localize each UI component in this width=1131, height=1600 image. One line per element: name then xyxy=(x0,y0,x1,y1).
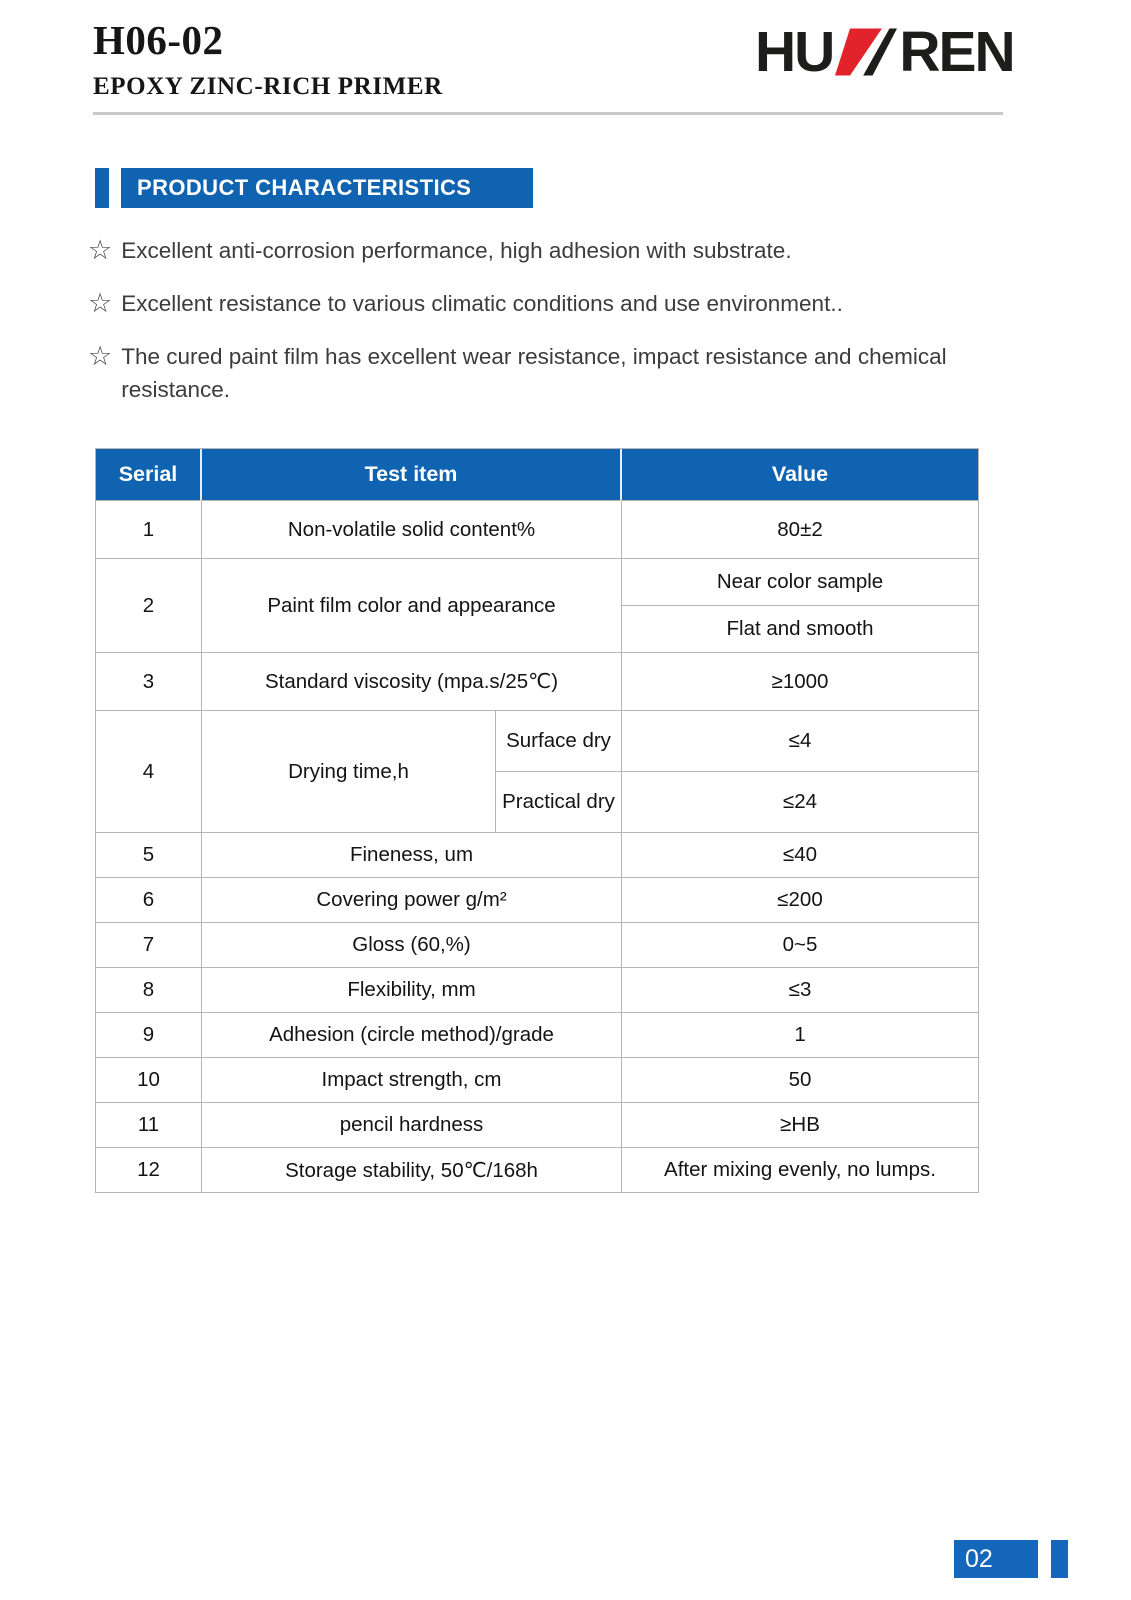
table-cell: 4 xyxy=(96,711,202,833)
table-row xyxy=(96,1058,979,1103)
feature-item xyxy=(88,287,988,320)
table-row xyxy=(96,1148,979,1193)
star-bullet-icon: ☆ xyxy=(88,341,113,371)
table-cell: 11 xyxy=(96,1103,202,1148)
product-code: H06-02 xyxy=(93,17,224,63)
heading-accent-tick xyxy=(95,168,109,208)
table-cell: 7 xyxy=(96,923,202,968)
feature-list xyxy=(88,234,988,426)
table-cell: Flexibility, mm xyxy=(202,968,622,1013)
table-cell: 1 xyxy=(622,1013,979,1058)
page-number: 02 xyxy=(965,1544,993,1573)
table-cell: 1 xyxy=(96,501,202,559)
table-cell: ≤24 xyxy=(622,772,979,833)
table-cell: Drying time,h xyxy=(202,711,496,833)
table-cell: Non-volatile solid content% xyxy=(202,501,622,559)
table-cell: 80±2 xyxy=(622,501,979,559)
table-cell: 2 xyxy=(96,559,202,653)
table-cell: 8 xyxy=(96,968,202,1013)
table-cell: Gloss (60,%) xyxy=(202,923,622,968)
table-cell: 10 xyxy=(96,1058,202,1103)
table-header-row xyxy=(96,449,979,501)
table-cell: 9 xyxy=(96,1013,202,1058)
table-cell: Standard viscosity (mpa.s/25℃) xyxy=(202,653,622,711)
table-row xyxy=(96,1103,979,1148)
table-row xyxy=(96,653,979,711)
spec-table xyxy=(95,448,979,1193)
feature-item xyxy=(88,234,988,267)
title-block xyxy=(93,16,443,101)
header-divider xyxy=(93,112,1003,115)
table-row xyxy=(96,833,979,878)
product-name: EPOXY ZINC-RICH PRIMER xyxy=(93,73,443,100)
table-header-cell: Serial xyxy=(96,449,202,501)
table-cell: After mixing evenly, no lumps. xyxy=(622,1148,979,1193)
table-cell: 6 xyxy=(96,878,202,923)
table-cell: ≤200 xyxy=(622,878,979,923)
table-cell: Practical dry xyxy=(496,772,622,833)
table-cell: Paint film color and appearance xyxy=(202,559,622,653)
brand-logo xyxy=(755,20,1014,84)
table-header-cell: Test item xyxy=(202,449,622,501)
table-row xyxy=(96,968,979,1013)
table-cell: ≥HB xyxy=(622,1103,979,1148)
table-cell: Storage stability, 50℃/168h xyxy=(202,1148,622,1193)
table-cell: 0~5 xyxy=(622,923,979,968)
heading-bar xyxy=(121,168,533,208)
table-cell: 12 xyxy=(96,1148,202,1193)
feature-item xyxy=(88,340,988,406)
feature-text: The cured paint film has excellent wear resistance, impact resistance and chemical resistance. xyxy=(121,344,947,402)
page-number-badge xyxy=(954,1540,1038,1578)
table-row xyxy=(96,501,979,559)
table-row xyxy=(96,559,979,606)
table-cell: Near color sample xyxy=(622,559,979,606)
star-bullet-icon: ☆ xyxy=(88,235,113,265)
table-cell: Fineness, um xyxy=(202,833,622,878)
table-cell: ≥1000 xyxy=(622,653,979,711)
table-row xyxy=(96,711,979,772)
table-cell: ≤3 xyxy=(622,968,979,1013)
table-cell: Covering power g/m² xyxy=(202,878,622,923)
table-cell: Flat and smooth xyxy=(622,606,979,653)
feature-text: Excellent anti-corrosion performance, high adhesion with substrate. xyxy=(121,238,792,263)
table-cell: 5 xyxy=(96,833,202,878)
section-title: PRODUCT CHARACTERISTICS xyxy=(137,175,472,200)
table-cell: ≤40 xyxy=(622,833,979,878)
logo-a-icon xyxy=(835,27,897,77)
table-cell: ≤4 xyxy=(622,711,979,772)
page-footer-bar xyxy=(1051,1540,1068,1578)
table-cell: 3 xyxy=(96,653,202,711)
star-bullet-icon: ☆ xyxy=(88,288,113,318)
table-row xyxy=(96,923,979,968)
table-row xyxy=(96,1013,979,1058)
table-row xyxy=(96,878,979,923)
table-cell: pencil hardness xyxy=(202,1103,622,1148)
feature-text: Excellent resistance to various climatic conditions and use environment.. xyxy=(121,291,843,316)
table-cell: Adhesion (circle method)/grade xyxy=(202,1013,622,1058)
logo-text-left: HU xyxy=(755,20,834,84)
table-cell: 50 xyxy=(622,1058,979,1103)
table-cell: Impact strength, cm xyxy=(202,1058,622,1103)
logo-text-right: REN xyxy=(899,20,1014,84)
table-header-cell: Value xyxy=(622,449,979,501)
table-cell: Surface dry xyxy=(496,711,622,772)
